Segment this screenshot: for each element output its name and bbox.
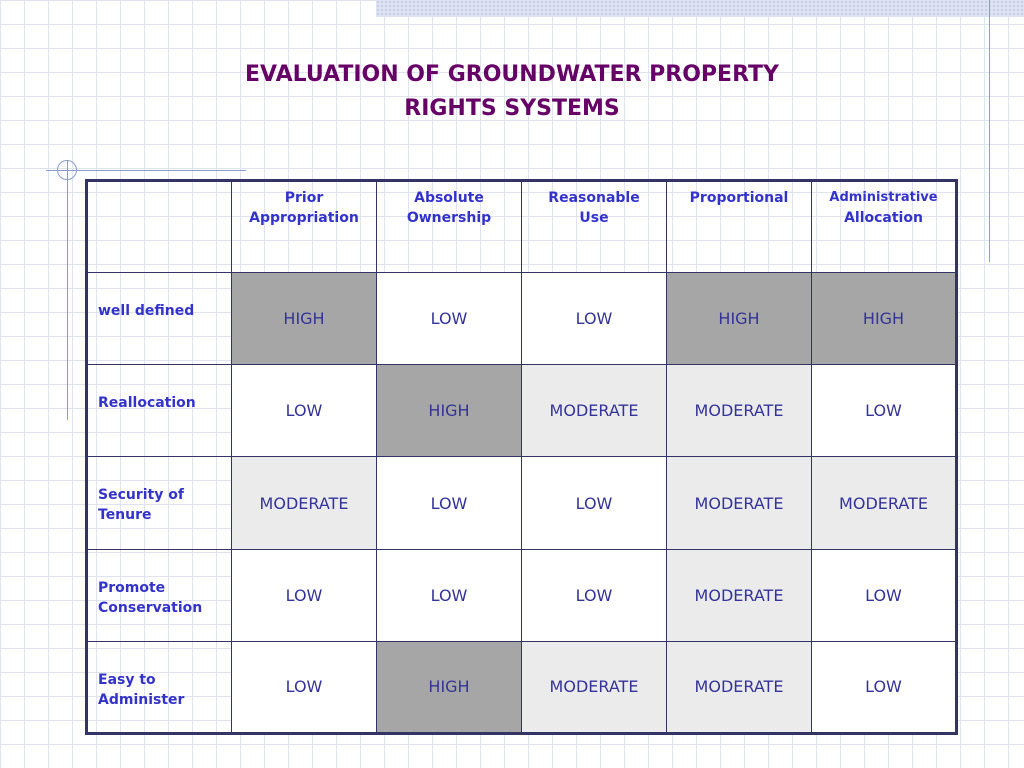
rating-cell: MODERATE <box>667 457 812 549</box>
table-row-reallocation <box>87 365 957 457</box>
rating-cell: MODERATE <box>522 641 667 733</box>
column-header-line-2: Allocation <box>844 210 923 226</box>
slide-title <box>100 58 924 126</box>
row-header-line-2: Tenure <box>98 507 152 524</box>
rating-cell: LOW <box>377 549 522 641</box>
row-header-security-of-tenure <box>87 457 232 549</box>
column-header-reasonable-use <box>522 181 667 273</box>
rating-cell: LOW <box>232 641 377 733</box>
row-header-reallocation <box>87 365 232 457</box>
column-header-proportional <box>667 181 812 273</box>
column-header-absolute-ownership <box>377 181 522 273</box>
rating-cell: MODERATE <box>667 641 812 733</box>
decorative-circle <box>57 160 77 180</box>
column-header-line-1: Administrative <box>829 190 938 205</box>
column-header-administrative-allocation <box>812 181 957 273</box>
column-header-line-1: Absolute <box>414 190 484 206</box>
column-header-prior-appropriation <box>232 181 377 273</box>
rating-cell: HIGH <box>232 273 377 365</box>
rating-cell: LOW <box>522 549 667 641</box>
rating-cell: LOW <box>377 457 522 549</box>
rating-cell: LOW <box>522 273 667 365</box>
rating-cell: MODERATE <box>522 365 667 457</box>
slide-title-line-1: EVALUATION OF GROUNDWATER PROPERTY <box>245 62 779 87</box>
table-header-row <box>87 181 957 273</box>
row-header-line-2: Administer <box>98 691 185 708</box>
column-header-line-1: Proportional <box>689 190 789 206</box>
rating-cell: LOW <box>377 273 522 365</box>
row-header-promote-conservation <box>87 549 232 641</box>
rating-cell: LOW <box>812 365 957 457</box>
rating-cell: HIGH <box>667 273 812 365</box>
rating-cell: LOW <box>812 641 957 733</box>
row-header-easy-to-administer <box>87 641 232 733</box>
column-header-line-2: Ownership <box>406 210 492 226</box>
rating-cell: MODERATE <box>667 365 812 457</box>
rating-cell: MODERATE <box>232 457 377 549</box>
rating-cell: HIGH <box>812 273 957 365</box>
row-header-well-defined <box>87 273 232 365</box>
left-decorative-rule-vertical <box>67 160 68 420</box>
table-row-well-defined <box>87 273 957 365</box>
row-header-line-2: Conservation <box>98 599 203 616</box>
rating-cell: MODERATE <box>812 457 957 549</box>
table-row-security-of-tenure <box>87 457 957 549</box>
table-row-easy-to-administer <box>87 641 957 733</box>
evaluation-table <box>85 179 958 735</box>
right-decorative-rule <box>989 0 990 262</box>
row-header-line-1: Easy to <box>98 671 156 688</box>
rating-cell: LOW <box>812 549 957 641</box>
top-decorative-band <box>376 0 1024 17</box>
rating-cell: LOW <box>232 365 377 457</box>
table-corner-cell <box>87 181 232 273</box>
column-header-line-2: Appropriation <box>249 210 359 226</box>
slide-title-line-2: RIGHTS SYSTEMS <box>404 96 620 121</box>
row-header-line-1: Promote <box>98 579 166 596</box>
column-header-line-1: Prior <box>284 190 324 206</box>
row-header-line-1: well defined <box>98 303 195 320</box>
rating-cell: LOW <box>232 549 377 641</box>
column-header-line-2: Use <box>579 210 609 226</box>
rating-cell: LOW <box>522 457 667 549</box>
row-header-line-1: Reallocation <box>98 395 196 412</box>
table-row-promote-conservation <box>87 549 957 641</box>
rating-cell: HIGH <box>377 641 522 733</box>
rating-cell: HIGH <box>377 365 522 457</box>
row-header-line-1: Security of <box>98 487 184 504</box>
rating-cell: MODERATE <box>667 549 812 641</box>
column-header-line-1: Reasonable <box>548 190 640 206</box>
